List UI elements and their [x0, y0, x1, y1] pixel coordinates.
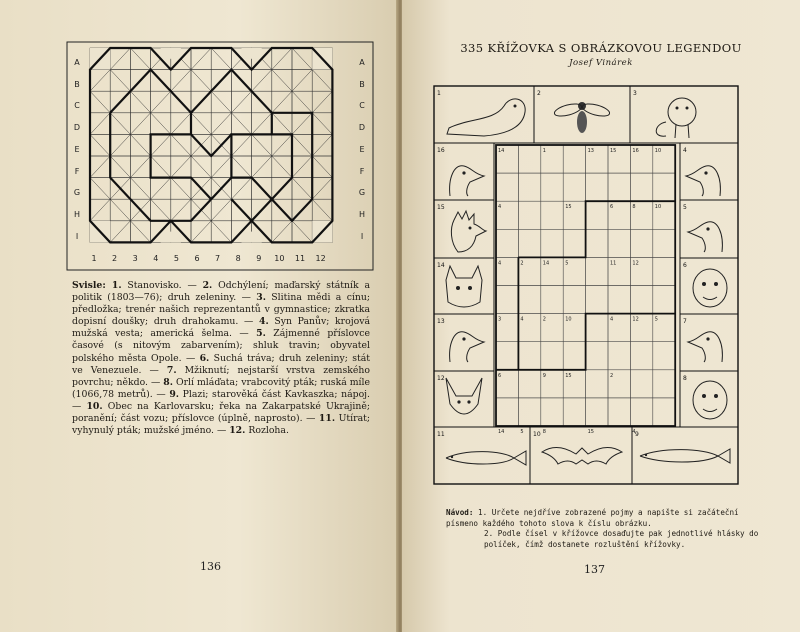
column-number: 9: [256, 254, 262, 263]
row-letter: F: [359, 166, 365, 176]
row-letter: D: [358, 123, 366, 133]
frame-number: 5: [683, 204, 687, 211]
fish-picture-right: [640, 449, 730, 463]
cell-number: 15: [587, 429, 594, 435]
frame-number: 12: [437, 375, 445, 382]
clue-number: 3.: [256, 292, 266, 304]
column-number: 6: [194, 254, 200, 263]
clue-text: Suchá tráva; druh zeleniny; stát ve Venezuele. —: [72, 352, 370, 376]
cell-number: 6: [610, 204, 614, 211]
frame-number: 13: [437, 318, 445, 325]
row-letter: B: [359, 79, 365, 89]
clue-number: 7.: [166, 364, 177, 376]
clues-vertical: [72, 280, 370, 437]
cell-number: 9: [542, 372, 546, 379]
column-number: 8: [235, 254, 241, 263]
frame-number: 4: [683, 147, 687, 154]
cell-number: 15: [565, 372, 572, 379]
row-letter: C: [74, 101, 80, 111]
cell-number: 4: [610, 316, 614, 323]
clue-text: Plazi; starověká část Kavkaszka; nápoj. —: [72, 388, 371, 412]
clues-heading: Svisle:: [72, 280, 106, 291]
clue-text: Slitina mědi a cínu; předložka; trenér našich reprezentantů v gymnastice; zkratka dopisní doušky; druh drahokamu. —: [72, 292, 370, 328]
column-number: 1: [91, 254, 97, 263]
column-number: 11: [294, 254, 306, 263]
frame-number: 3: [633, 90, 637, 97]
page-number-left: 136: [200, 560, 221, 573]
column-number: 7: [215, 254, 221, 263]
duck-picture: [450, 166, 484, 196]
puzzle-title: 335 KŘÍŽOVKA S OBRÁZKOVOU LEGENDOU: [460, 41, 742, 55]
eagle-picture: [450, 332, 484, 362]
row-letter: H: [358, 209, 365, 219]
column-number: 3: [132, 254, 138, 263]
cell-number: 8: [632, 204, 636, 211]
row-letter: A: [74, 58, 80, 67]
row-letter: E: [359, 144, 365, 154]
instructions: [446, 508, 770, 550]
frame-number: 2: [537, 90, 541, 97]
hedgehog-picture: [693, 269, 727, 307]
cell-number: 5: [565, 260, 569, 267]
cell-number: 10: [654, 204, 662, 211]
row-letter: H: [73, 209, 80, 219]
cell-number: 12: [632, 316, 639, 323]
frame-number: 10: [533, 431, 541, 438]
clue-text: Rozloha.: [245, 425, 289, 437]
clue-number: 10.: [86, 400, 103, 412]
column-number: 2: [112, 254, 118, 263]
lynx-picture: [446, 266, 482, 307]
clue-text: Stanovisko. —: [121, 280, 203, 291]
cell-number: 14: [542, 260, 550, 267]
column-number: 4: [153, 254, 159, 263]
cell-number: 2: [610, 372, 614, 379]
cell-number: 10: [654, 148, 662, 154]
clue-number: 2.: [202, 280, 213, 291]
frame-number: 7: [683, 318, 687, 325]
cell-number: 2: [542, 316, 546, 323]
column-number: 12: [315, 254, 326, 263]
row-letter: C: [359, 101, 365, 111]
frame-number: 11: [437, 431, 445, 438]
clue-number: 5.: [256, 328, 266, 340]
clue-number: 4.: [258, 316, 269, 328]
cell-number: 6: [498, 372, 502, 379]
cell-number: 8: [542, 429, 546, 435]
cell-number: 4: [498, 260, 502, 267]
row-letter: G: [73, 188, 81, 198]
cell-number: 5: [654, 316, 658, 323]
cell-number: 16: [632, 148, 639, 154]
cell-number: 11: [610, 260, 617, 267]
frame-number: 6: [683, 262, 687, 269]
cell-number: 10: [565, 316, 572, 323]
frame-number: 15: [437, 204, 445, 211]
column-number: 10: [274, 254, 285, 263]
row-letter: D: [73, 123, 81, 133]
cell-number: 13: [587, 148, 594, 154]
cell-number: 2: [520, 260, 524, 267]
cell-number: 12: [632, 260, 639, 267]
cell-number: 1: [542, 148, 546, 154]
clue-number: 1.: [105, 280, 122, 291]
clue-text: Utírat; vyhynulý pták; mužské jméno. —: [72, 413, 370, 437]
clue-number: 8.: [163, 376, 173, 388]
rooster-picture: [451, 211, 486, 252]
frame-number: 9: [635, 431, 639, 438]
clue-number: 11.: [318, 413, 336, 425]
page-number-right: 137: [584, 563, 605, 576]
column-number: 5: [173, 254, 179, 263]
cell-number: 14: [498, 148, 505, 154]
cell-number: 4: [498, 204, 502, 211]
row-letter: E: [74, 144, 80, 154]
walrus-picture: [656, 98, 696, 138]
row-letter: I: [360, 231, 364, 241]
row-letter: G: [358, 188, 366, 198]
clue-number: 6.: [199, 352, 210, 364]
instructions-label: Návod:: [446, 508, 474, 517]
clue-number: 9.: [169, 388, 180, 400]
bird-picture: [686, 166, 720, 196]
cell-number: 5: [520, 429, 524, 435]
clue-text: Odchýlení; maďarský státník a politik (1803—76); druh zeleniny. —: [72, 280, 370, 304]
cell-number: 15: [610, 148, 617, 154]
goose-picture: [688, 332, 722, 362]
cell-number: 15: [565, 204, 572, 211]
frame-number: 1: [437, 90, 441, 97]
puzzle-author: Josef Vinárek: [569, 58, 633, 68]
row-letter: I: [75, 231, 79, 241]
frame-number: 16: [437, 147, 445, 154]
frame-number: 8: [683, 375, 687, 382]
row-letter: F: [74, 166, 80, 176]
clue-text: Obec na Karlovarsku; řeka na Zakarpatské Ukrajině; poranění; část vozu; příslovce (úplně, naprosto). —: [72, 400, 370, 425]
bat-picture: [542, 447, 622, 464]
frame-number: 14: [437, 262, 445, 269]
clue-text: Orlí mláďata; vrabcovitý pták; ruská míle (1066,78 metrů). —: [72, 376, 371, 400]
bat-mask-picture: [446, 378, 482, 414]
cell-number: 4: [632, 429, 636, 435]
clue-text: Zájmenné příslovce časové (s nitovým zabarvením); shluk travin; obyvatel polského města Opole. —: [72, 328, 370, 364]
right-page: [402, 0, 800, 632]
clue-number: 12.: [229, 425, 246, 437]
wasp-picture: [553, 102, 611, 133]
cell-number: 14: [498, 429, 505, 435]
clue-text: Syn Panův; krojová mužská vesta; americká šelma. —: [72, 316, 370, 340]
fish-picture-left: [446, 451, 526, 465]
instructions-step-2: 2. Podle čísel v křížovce dosaďujte pak jednotlivé hlásky do políček, čímž dostanete rozluštění křížovky.: [484, 529, 759, 549]
row-letter: B: [74, 79, 80, 89]
left-page: [0, 0, 398, 632]
cell-number: 3: [498, 316, 502, 323]
seal-picture: [447, 99, 525, 136]
hoopoe-picture: [688, 222, 722, 252]
monkey-picture: [693, 381, 727, 419]
row-letter: A: [359, 58, 365, 67]
clue-text: Mžiknutí; nejstarší vrstva zemského povrchu; někdo. —: [72, 364, 370, 388]
instructions-step-1: 1. Určete nejdříve zobrazené pojmy a napište si začáteční písmeno každého tohoto slova k číslu obrázku.: [446, 508, 739, 528]
cell-number: 4: [520, 316, 524, 323]
